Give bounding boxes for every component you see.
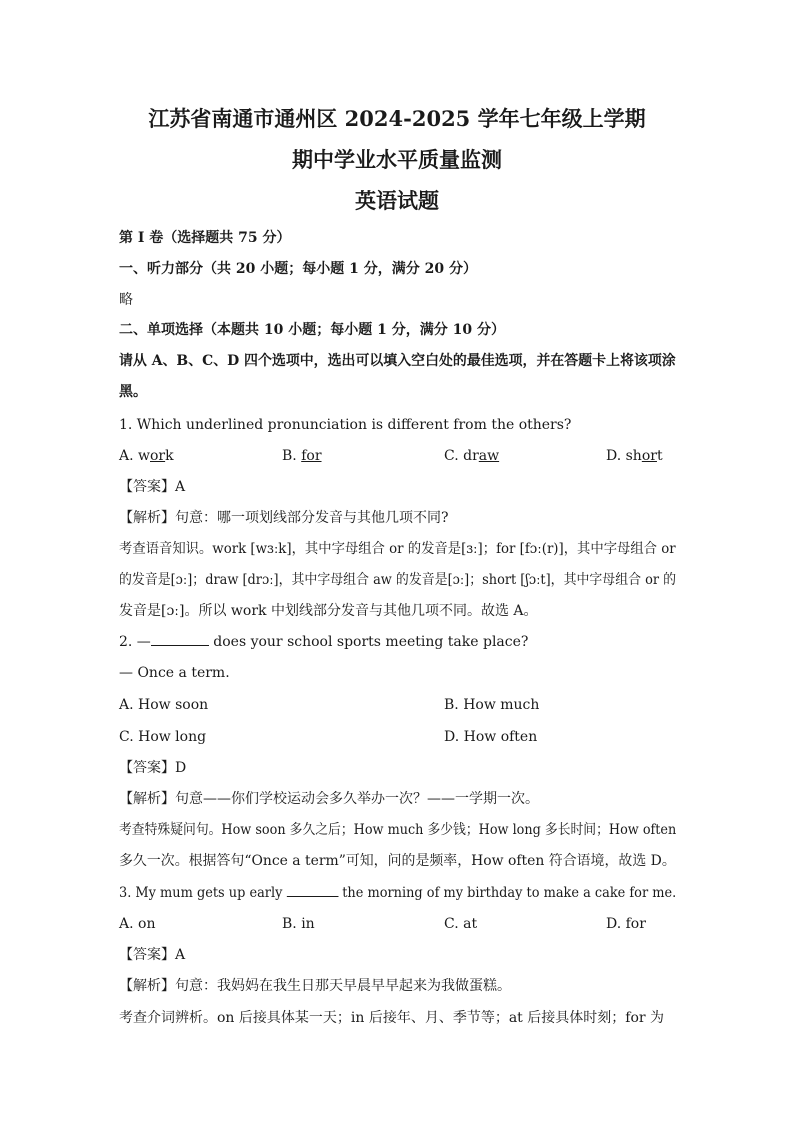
q1-option-a-text: A. w: [119, 448, 150, 464]
q2-option-c: C. How long: [119, 729, 207, 745]
volume-heading: 第 I 卷（选择题共 75 分）: [119, 230, 291, 246]
q1-option-d: [606, 446, 663, 466]
q2-stem: [119, 632, 528, 652]
q1-analysis: [119, 508, 449, 528]
q1-option-a-tail: k: [165, 448, 174, 464]
part2-instruction-line2: 黑。: [119, 384, 147, 400]
q3-option-d: D. for: [606, 916, 646, 932]
q1-option-a: [119, 446, 174, 466]
q3-stem: [119, 883, 676, 903]
part1-omitted: 略: [119, 292, 133, 308]
q2-blank: [151, 632, 209, 646]
q2-option-d: D. How often: [444, 729, 538, 745]
q3-analysis-label: 【解析】: [119, 978, 175, 994]
q3-stem-text: 3. My mum gets up early: [119, 885, 287, 901]
q3-analysis-text: 句意：我妈妈在我生日那天早晨早早起来为我做蛋糕。: [175, 978, 511, 994]
q1-option-c: [444, 446, 499, 466]
q2-analysis-text: 句意——你们学校运动会多久举办一次？——一学期一次。: [175, 791, 539, 807]
q1-analysis-label: 【解析】: [119, 510, 175, 526]
q2-explanation-line2: 多久一次。根据答句“Once a term”可知，问的是频率，How often 符合语境，故选 D。: [119, 853, 676, 869]
q1-option-c-text: C. dr: [444, 448, 479, 464]
q3-analysis: [119, 976, 511, 996]
q2-stem-number: 2. —: [119, 634, 151, 650]
q2-answer: 【答案】D: [119, 760, 187, 776]
q3-stem-tail: the morning of my birthday to make a cake for me.: [338, 885, 677, 901]
q3-blank: [286, 883, 338, 897]
q2-analysis: [119, 789, 539, 809]
doc-title-line3: 英语试题: [355, 188, 439, 213]
q2-stem-text: does your school sports meeting take place?: [208, 634, 529, 650]
part1-heading: 一、听力部分（共 20 小题；每小题 1 分，满分 20 分）: [119, 261, 477, 277]
part2-instruction-line1: 请从 A、B、C、D 四个选项中，选出可以填入空白处的最佳选项，并在答题卡上将该项涂: [119, 353, 676, 369]
q3-explanation-line1: 考查介词辨析。on 后接具体某一天；in 后接年、月、季节等；at 后接具体时刻；for 为: [119, 1010, 665, 1026]
q1-explanation-line2: 的发音是[ɔː]；draw [drɔː]，其中字母组合 aw 的发音是[ɔː]；short [ʃɔːt]，其中字母组合 or 的: [119, 572, 677, 588]
q1-option-b-underlined: for: [301, 448, 322, 464]
q3-option-a: A. on: [119, 916, 156, 932]
q2-reply: — Once a term.: [119, 665, 230, 681]
q2-option-a: A. How soon: [119, 697, 209, 713]
q1-explanation-line3: 发音是[ɔː]。所以 work 中划线部分发音与其他几项不同。故选 A。: [119, 603, 538, 619]
q1-stem: 1. Which underlined pronunciation is different from the others?: [119, 417, 572, 433]
q3-answer: 【答案】A: [119, 947, 186, 963]
q2-analysis-label: 【解析】: [119, 791, 175, 807]
q1-explanation-line1: 考查语音知识。work [wɜːk]，其中字母组合 or 的发音是[ɜː]；for [fɔː(r)]，其中字母组合 or: [119, 541, 676, 557]
q1-option-b-text: B.: [282, 448, 302, 464]
q1-answer: 【答案】A: [119, 479, 186, 495]
q1-option-d-tail: t: [656, 448, 663, 464]
q1-option-c-underlined: aw: [478, 448, 500, 464]
doc-title-line2: 期中学业水平质量监测: [292, 147, 502, 172]
doc-title-line1: 江苏省南通市通州区 2024-2025 学年七年级上学期: [148, 106, 646, 131]
q1-analysis-text: 句意：哪一项划线部分发音与其他几项不同?: [175, 510, 449, 526]
q1-option-d-text: D. sh: [606, 448, 642, 464]
q1-option-a-underlined: or: [150, 448, 166, 464]
q2-explanation-line1: 考查特殊疑问句。How soon 多久之后；How much 多少钱；How long 多长时间；How often: [119, 822, 677, 838]
q1-option-b: [282, 446, 322, 466]
part2-heading: 二、单项选择（本题共 10 小题；每小题 1 分，满分 10 分）: [119, 322, 505, 338]
q3-option-c: C. at: [444, 916, 478, 932]
q3-option-b: B. in: [282, 916, 315, 932]
q2-option-b: B. How much: [444, 697, 540, 713]
q1-option-d-underlined: or: [641, 448, 657, 464]
